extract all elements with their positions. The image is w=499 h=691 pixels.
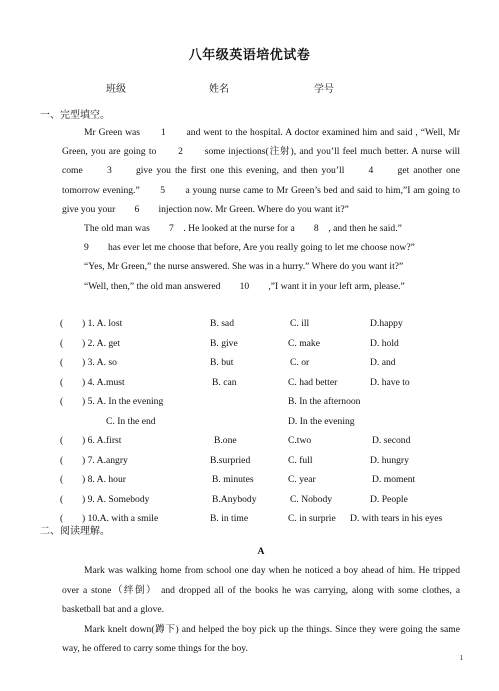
page-title: 八年级英语培优试卷 bbox=[188, 47, 311, 62]
option-row: ( ) 9. A. Somebody B.Anybody C. Nobody D. People bbox=[60, 493, 408, 505]
option-row: ( ) 6. A.first B.one C.two D. second bbox=[60, 435, 411, 446]
option-row: ( ) 7. A.angry B.surpried C. full D. hungry bbox=[60, 454, 409, 466]
cloze-paragraph: The old man was 7 . He looked at the nurse for a 8 , and then he said.” bbox=[84, 223, 402, 235]
reading-passage bbox=[62, 542, 460, 658]
cloze-paragraph: Mr Green was 1 and went to the hospital. A doctor examined him and said , “Well, Mr Green, you are going to 2 some injections(注射), and you’ll feel much better. A nurse will come 3 give you the first one this evening, and then you’ll 4 get another one tomorrow evening.” 5 a young nurse came to Mr Green’s bed and said to him,”I am going to give you your 6 injection now. Mr Green. Where do you want it?” bbox=[62, 127, 460, 215]
passage-paragraph: Mark was walking home from school one day when he noticed a boy ahead of him. He tripped over a stone（绊倒） and dropped all of the books he was carrying, along with some clothes, a basketball bat and a glove. bbox=[62, 565, 460, 616]
section-1-heading: 一、完型填空。 bbox=[40, 110, 110, 121]
option-row: ( ) 10.A. with a smile B. in time C. in surprie D. with tears in his eyes bbox=[60, 513, 443, 524]
option-row: C. In the end D. In the evening bbox=[106, 415, 355, 427]
cloze-passage bbox=[62, 123, 460, 296]
class-label: 班级 bbox=[106, 84, 126, 95]
name-label: 姓名 bbox=[209, 84, 229, 95]
cloze-options bbox=[60, 314, 470, 529]
cloze-paragraph: 9 has ever let me choose that before, Are you really going to let me choose now?” bbox=[84, 242, 415, 254]
cloze-paragraph: “Well, then,” the old man answered 10 ,”I want it in your left arm, please.” bbox=[84, 280, 405, 292]
page-number: 1 bbox=[459, 654, 463, 662]
student-id-label: 学号 bbox=[314, 84, 334, 95]
option-row: ( ) 8. A. hour B. minutes C. year D. moment bbox=[60, 474, 416, 485]
option-row: ( ) 4. A.must B. can C. had better D. have to bbox=[60, 376, 410, 388]
cloze-paragraph: “Yes, Mr Green,” the nurse answered. She was in a hurry.” Where do you want it?” bbox=[84, 261, 404, 273]
option-row: ( ) 1. A. lost B. sad C. ill D.happy bbox=[60, 318, 403, 329]
option-row: ( ) 3. A. so B. but C. or D. and bbox=[60, 357, 396, 368]
passage-title: A bbox=[257, 546, 265, 557]
section-2-heading: 二、阅读理解。 bbox=[40, 526, 110, 537]
passage-paragraph: Mark knelt down(蹲下) and helped the boy pick up the things. Since they were going the same way, he offered to carry some things for the boy. bbox=[62, 623, 460, 655]
option-row: ( ) 5. A. In the evening B. In the afternoon bbox=[60, 396, 361, 407]
option-row: ( ) 2. A. get B. give C. make D. hold bbox=[60, 337, 399, 349]
